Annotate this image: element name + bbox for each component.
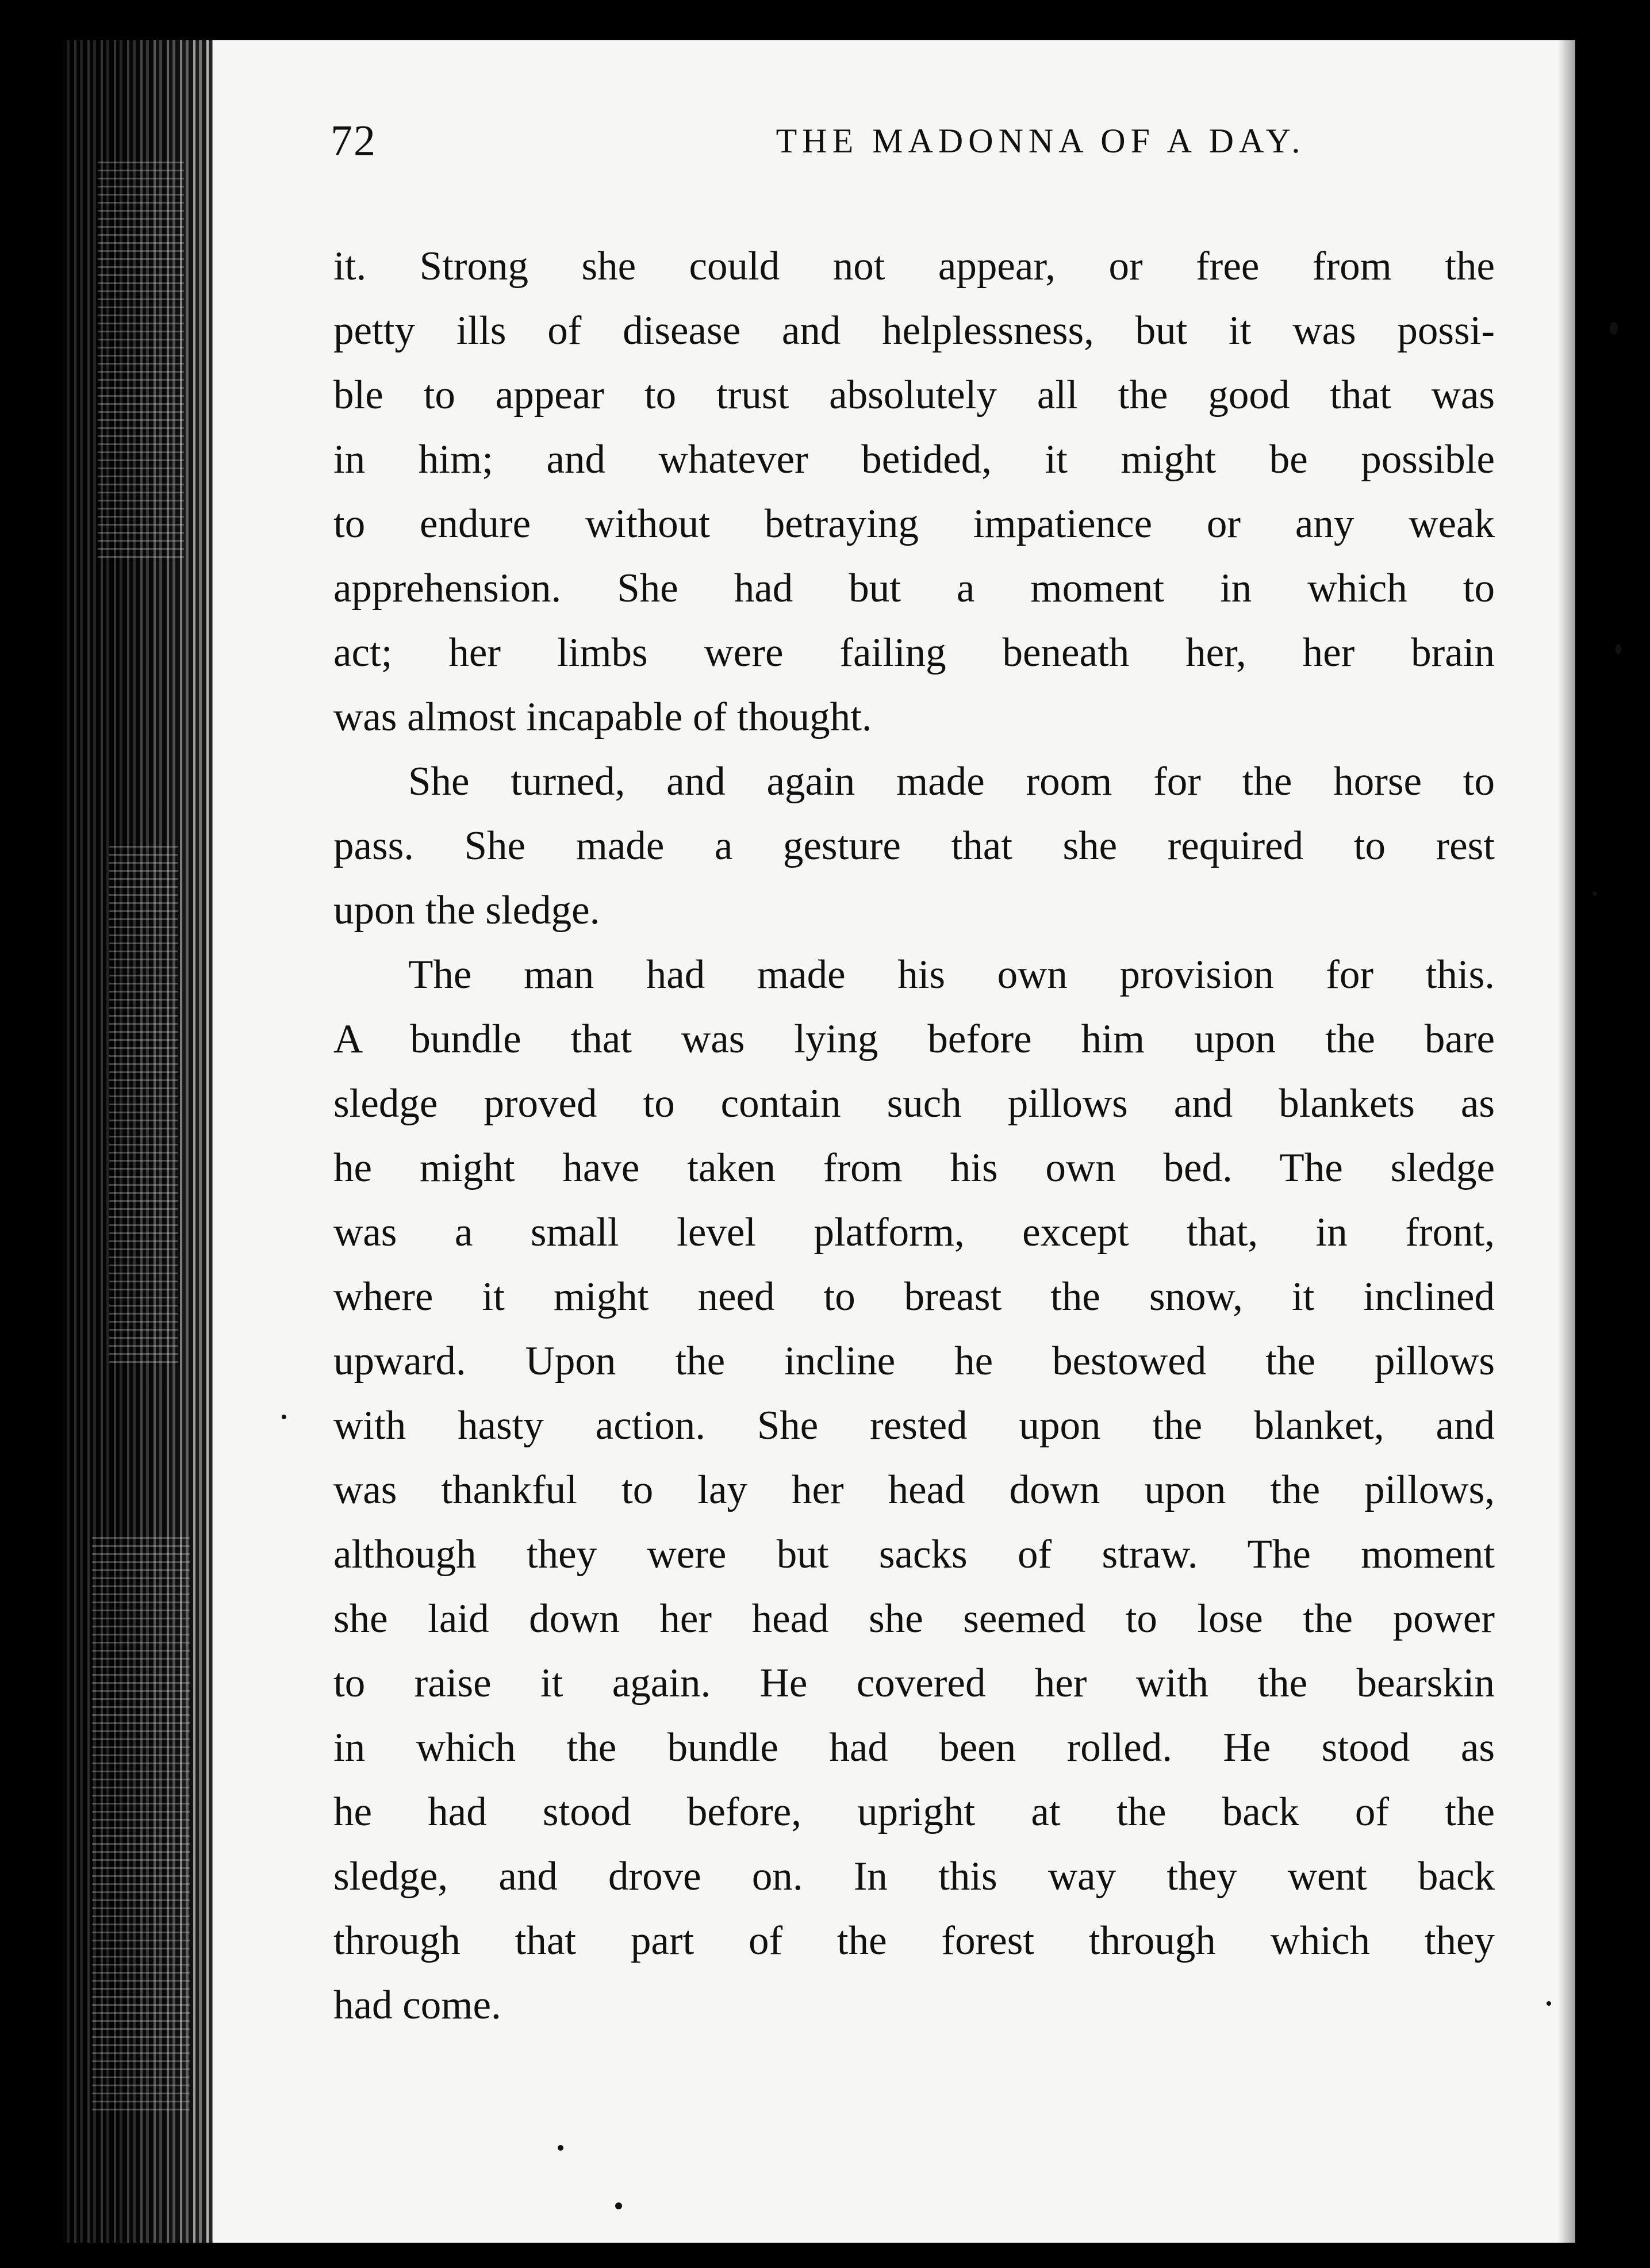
text-line: petty ills of disease and helplessness, but it was possi-	[333, 308, 1495, 353]
text-line: he had stood before, upright at the back of the	[333, 1790, 1495, 1834]
text-line: pass. She made a gesture that she required to rest	[333, 823, 1495, 868]
text-line: was thankful to lay her head down upon the pillows,	[333, 1468, 1495, 1512]
print-speck	[1616, 644, 1621, 654]
text-line: sledge proved to contain such pillows and blankets as	[333, 1081, 1495, 1126]
print-speck	[615, 2202, 622, 2209]
text-line: where it might need to breast the snow, it inclined	[333, 1274, 1495, 1319]
running-head	[331, 109, 1486, 173]
text-line: to endure without betraying impatience or any weak	[333, 501, 1495, 546]
running-title: THE MADONNA OF A DAY.	[776, 122, 1306, 160]
text-line: apprehension. She had but a moment in which to	[333, 566, 1495, 611]
text-line: A bundle that was lying before him upon the bare	[333, 1017, 1495, 1062]
text-line: upon the sledge.	[333, 888, 600, 933]
page-edge-shadow	[1558, 40, 1575, 2243]
gutter-texture	[98, 155, 184, 558]
text-line: in which the bundle had been rolled. He stood as	[333, 1725, 1495, 1770]
text-line: in him; and whatever betided, it might be possible	[333, 437, 1495, 482]
page-number: 72	[331, 117, 377, 165]
print-speck	[558, 2145, 563, 2151]
text-line: she laid down her head she seemed to lose the power	[333, 1596, 1495, 1641]
text-line: through that part of the forest through which they	[333, 1918, 1495, 1963]
text-line: act; her limbs were failing beneath her, her brain	[333, 630, 1495, 675]
gutter-texture	[92, 1535, 190, 2110]
text-line: upward. Upon the incline he bestowed the pillows	[333, 1339, 1495, 1384]
text-line: although they were but sacks of straw. The moment	[333, 1532, 1495, 1577]
text-line: it. Strong she could not appear, or free from the	[333, 244, 1495, 289]
text-line: he might have taken from his own bed. The sledge	[333, 1146, 1495, 1190]
text-line: was a small level platform, except that, in front,	[333, 1210, 1495, 1255]
print-speck	[1593, 891, 1597, 896]
text-line: to raise it again. He covered her with the bearskin	[333, 1661, 1495, 1706]
text-line: ble to appear to trust absolutely all the good that was	[333, 373, 1495, 417]
gutter-texture	[109, 845, 178, 1363]
print-speck	[282, 1415, 286, 1419]
page-text	[333, 234, 1495, 2037]
text-line: The man had made his own provision for this.	[408, 952, 1495, 997]
text-line: with hasty action. She rested upon the blanket, and	[333, 1403, 1495, 1448]
text-line: was almost incapable of thought.	[333, 695, 872, 740]
print-speck	[1610, 322, 1618, 335]
print-speck	[1547, 2001, 1551, 2006]
text-line: had come.	[333, 1983, 501, 2028]
text-line: sledge, and drove on. In this way they went back	[333, 1854, 1495, 1899]
text-line: She turned, and again made room for the horse to	[408, 759, 1495, 804]
